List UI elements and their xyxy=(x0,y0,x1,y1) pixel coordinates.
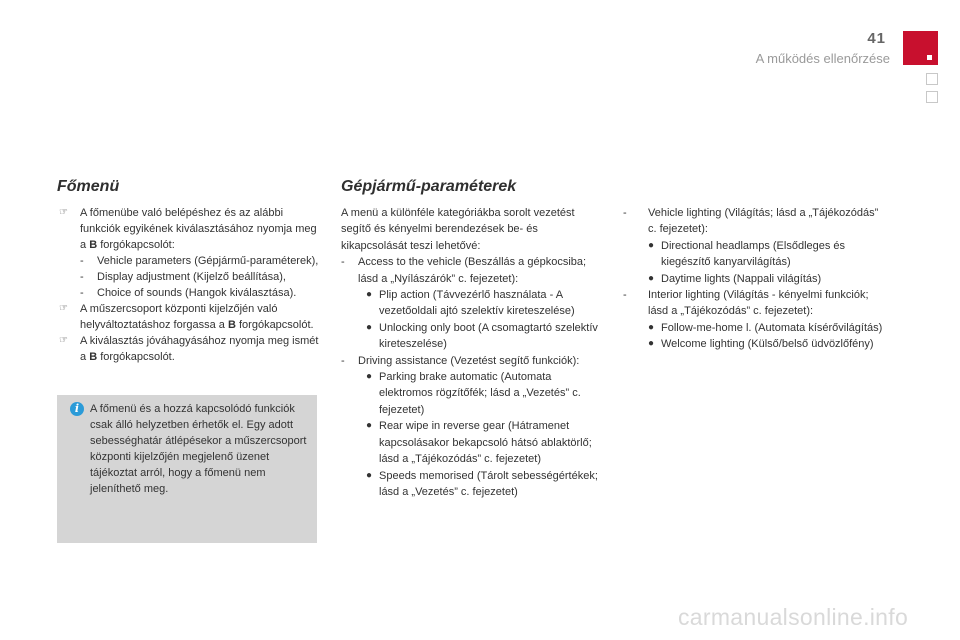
option-item: ● Daytime lights (Nappali világítás) xyxy=(648,272,822,285)
category-item: - Driving assistance (Vezetést segítő funkciók): xyxy=(341,354,580,367)
submenu-item: - Choice of sounds (Hangok kiválasztása). xyxy=(80,287,297,299)
chapter-tab-empty-1 xyxy=(926,73,938,85)
vehicle-parameters-column xyxy=(341,205,603,500)
arrow-bullet-icon: ☞ xyxy=(59,335,68,346)
category-item: - Interior lighting (Világítás - kényelmi funkciók; lásd a „Tájékozódás” c. fejezetet): xyxy=(623,289,869,318)
option-item: ● Follow-me-home l. (Automata kísérővilágítás) xyxy=(648,321,883,334)
submenu-item: - Display adjustment (Kijelző beállítása), xyxy=(80,271,286,283)
chapter-tab-empty-2 xyxy=(926,91,938,103)
page-header xyxy=(0,0,960,120)
option-item: ● Plip action (Távvezérlő használata - A vezetőoldali ajtó szelektív kireteszelése) xyxy=(366,289,575,318)
page-number: 41 xyxy=(867,30,886,47)
option-item: ● Unlocking only boot (A csomagtartó szelektív kireteszelése) xyxy=(366,321,598,351)
info-note-text: A főmenü és a hozzá kapcsolódó funkciók csak álló helyzetben érhetők el. Egy adott sebességhatár átlépésekor a műszercsoport központi kijelzőjén megjelenő üzenet tájékoztat arról, hogy a főmenü nem jeleníthető meg. xyxy=(90,403,307,495)
watermark: carmanualsonline.info xyxy=(678,604,909,630)
option-item: ● Rear wipe in reverse gear (Hátramenet kapcsolásakor bekapcsoló hátsó ablaktörlő; lásd a „Tájékozódás” c. fejezetet) xyxy=(366,420,592,466)
arrow-bullet-icon: ☞ xyxy=(59,303,68,314)
option-item: ● Directional headlamps (Elsődleges és kiegészítő kanyarvilágítás) xyxy=(648,239,846,269)
instruction-item: ☞ A műszercsoport központi kijelzőjén való helyváltoztatáshoz forgassa a B forgókapcsolót. xyxy=(59,303,314,331)
instruction-item: ☞ A kiválasztás jóváhagyásához nyomja meg ismét a B forgókapcsolót. xyxy=(59,335,319,363)
option-item: ● Parking brake automatic (Automata elektromos rögzítőfék; lásd a „Vezetés” c. fejezetet) xyxy=(366,371,581,416)
option-item: ● Welcome lighting (Külső/belső üdvözlőfény) xyxy=(648,338,874,351)
submenu-item: - Vehicle parameters (Gépjármű-paraméterek), xyxy=(80,255,319,267)
main-menu-column xyxy=(59,205,321,365)
info-note-box xyxy=(57,395,317,543)
info-icon: i xyxy=(70,402,84,416)
section-heading-main-menu: Főmenü xyxy=(57,178,120,195)
instruction-item: ☞ A főmenübe való belépéshez és az alábbi funkciók egyikének kiválasztásához nyomja meg a B forgókapcsolót: xyxy=(59,207,317,251)
option-item: ● Speeds memorised (Tárolt sebességértékek; lásd a „Vezetés” c. fejezetet) xyxy=(366,469,598,498)
chapter-title: A működés ellenőrzése xyxy=(755,51,890,66)
lighting-column xyxy=(623,205,885,353)
arrow-bullet-icon: ☞ xyxy=(59,207,68,218)
category-item: - Vehicle lighting (Világítás; lásd a „Tájékozódás” c. fejezetet): xyxy=(623,207,879,236)
section-heading-vehicle-parameters: Gépjármű-paraméterek xyxy=(341,178,517,195)
intro-paragraph: A menü a különféle kategóriákba sorolt vezetést segítő és kényelmi berendezések be- és kikapcsolását teszi lehetővé: xyxy=(341,207,575,252)
category-item: - Access to the vehicle (Beszállás a gépkocsiba; lásd a „Nyílászárók” c. fejezetet): xyxy=(341,256,587,285)
chapter-tab-marker xyxy=(903,31,938,65)
